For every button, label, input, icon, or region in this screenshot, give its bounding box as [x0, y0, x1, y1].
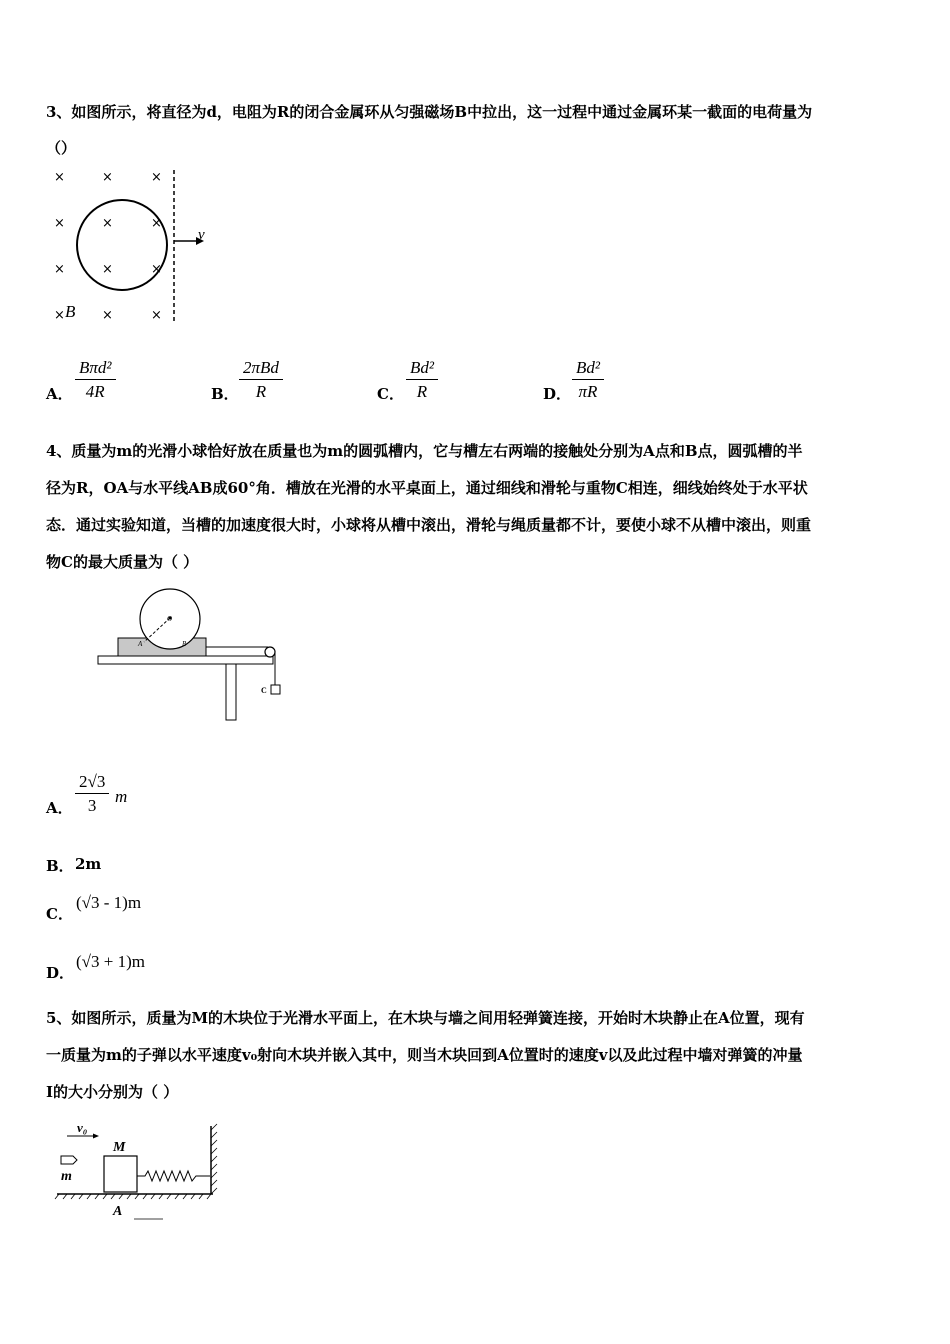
table-top — [98, 656, 273, 664]
pulley — [265, 647, 275, 657]
field-cross: × — [151, 170, 162, 185]
q4-stem-line-3: 态．通过实验知道，当槽的加速度很大时，小球将从槽中滚出，滑轮与绳质量都不计，要使小球不从槽中滚出，则重 — [46, 516, 812, 534]
fraction-numerator: Bd² — [576, 358, 600, 377]
label-o: O — [167, 615, 173, 623]
fraction-denominator: 4R — [85, 382, 105, 401]
field-cross: × — [54, 262, 65, 277]
fraction-numerator: Bπd² — [79, 358, 112, 377]
q4-stem-line-4: 物C的最大质量为（ ） — [46, 553, 199, 571]
q5-stem-line-3: I的大小分别为（ ） — [46, 1083, 179, 1101]
fraction-numerator: 2√3 — [79, 772, 106, 791]
q4-option-a-suffix: m — [115, 787, 128, 806]
v0-arrowhead — [93, 1134, 99, 1139]
q4-option-a-label[interactable]: A． — [46, 799, 73, 817]
fraction-numerator: 2πBd — [243, 358, 279, 377]
field-cross: × — [102, 216, 113, 231]
q3-option-c-label[interactable]: C． — [377, 385, 404, 403]
field-label-b: B — [65, 302, 76, 321]
field-cross: × — [102, 262, 113, 277]
label-A: A — [113, 1204, 123, 1219]
q4-option-b-value: 2m — [75, 855, 102, 873]
fraction-denominator: R — [416, 382, 428, 401]
q5-spring-block-figure — [55, 1118, 225, 1226]
field-cross: × — [54, 308, 65, 323]
label-M: M — [113, 1140, 126, 1155]
bullet — [61, 1156, 77, 1164]
q4-stem-line-2: 径为R，OA与水平线AB成60°角．槽放在光滑的水平桌面上，通过细线和滑轮与重物C相连，细线始终处于水平状 — [46, 479, 808, 497]
field-cross: × — [151, 262, 162, 277]
field-cross: × — [151, 308, 162, 323]
q3-option-a-fraction — [75, 358, 116, 402]
q3-option-a-label[interactable]: A． — [46, 385, 73, 403]
q3-option-d-fraction — [572, 358, 604, 402]
label-c: C — [261, 686, 267, 695]
q4-stem-line-1: 4、质量为m的光滑小球恰好放在质量也为m的圆弧槽内，它与槽左右两端的接触处分别为A点和B点，圆弧槽的半 — [46, 442, 803, 460]
q3-option-c-fraction — [406, 358, 438, 402]
fraction-numerator: Bd² — [410, 358, 434, 377]
q5-stem-line-1: 5、如图所示，质量为M的木块位于光滑水平面上，在木块与墙之间用轻弹簧连接，开始时木块静止在A位置，现有 — [46, 1009, 805, 1027]
field-cross: × — [102, 308, 113, 323]
field-cross: × — [102, 170, 113, 185]
weight-c — [271, 685, 280, 694]
q5-stem-line-2: 一质量为m的子弹以水平速度v₀射向木块并嵌入其中，则当木块回到A位置时的速度v以及此过程中墙对弹簧的冲量 — [46, 1046, 803, 1064]
fraction-denominator: πR — [578, 382, 598, 401]
field-cross: × — [54, 170, 65, 185]
block — [104, 1156, 137, 1192]
label-v0: v₀ — [77, 1120, 88, 1135]
spring — [137, 1171, 210, 1181]
q3-stem-line-1: 3、如图所示，将直径为d，电阻为R的闭合金属环从匀强磁场B中拉出，这一过程中通过金属环某一截面的电荷量为 — [46, 103, 813, 121]
field-cross: × — [151, 216, 162, 231]
label-b: B — [182, 640, 187, 648]
q4-option-a-fraction — [75, 772, 109, 816]
metal-ring — [77, 200, 167, 290]
wall-hatch — [211, 1124, 217, 1194]
field-cross: × — [54, 216, 65, 231]
q4-option-b-label[interactable]: B． — [46, 857, 74, 875]
fraction-denominator: R — [255, 382, 267, 401]
q4-option-d-expression: (√3 + 1)m — [76, 952, 145, 971]
field-crosses — [54, 170, 162, 323]
q3-magnetic-field-figure — [46, 165, 226, 325]
q4-option-c-label[interactable]: C． — [46, 905, 73, 923]
q3-stem-line-2: （） — [46, 139, 77, 157]
velocity-label: v — [198, 227, 205, 243]
q3-option-b-label[interactable]: B． — [211, 385, 239, 403]
label-m: m — [61, 1169, 72, 1184]
fraction-denominator: 3 — [87, 796, 97, 815]
q4-option-c-expression: (√3 - 1)m — [76, 893, 142, 912]
table-leg — [226, 664, 236, 720]
q3-option-b-fraction — [239, 358, 283, 402]
q3-option-d-label[interactable]: D． — [543, 385, 572, 403]
q4-option-d-label[interactable]: D． — [46, 964, 75, 982]
q4-groove-pulley-figure — [96, 590, 296, 725]
label-a: A — [138, 640, 143, 648]
